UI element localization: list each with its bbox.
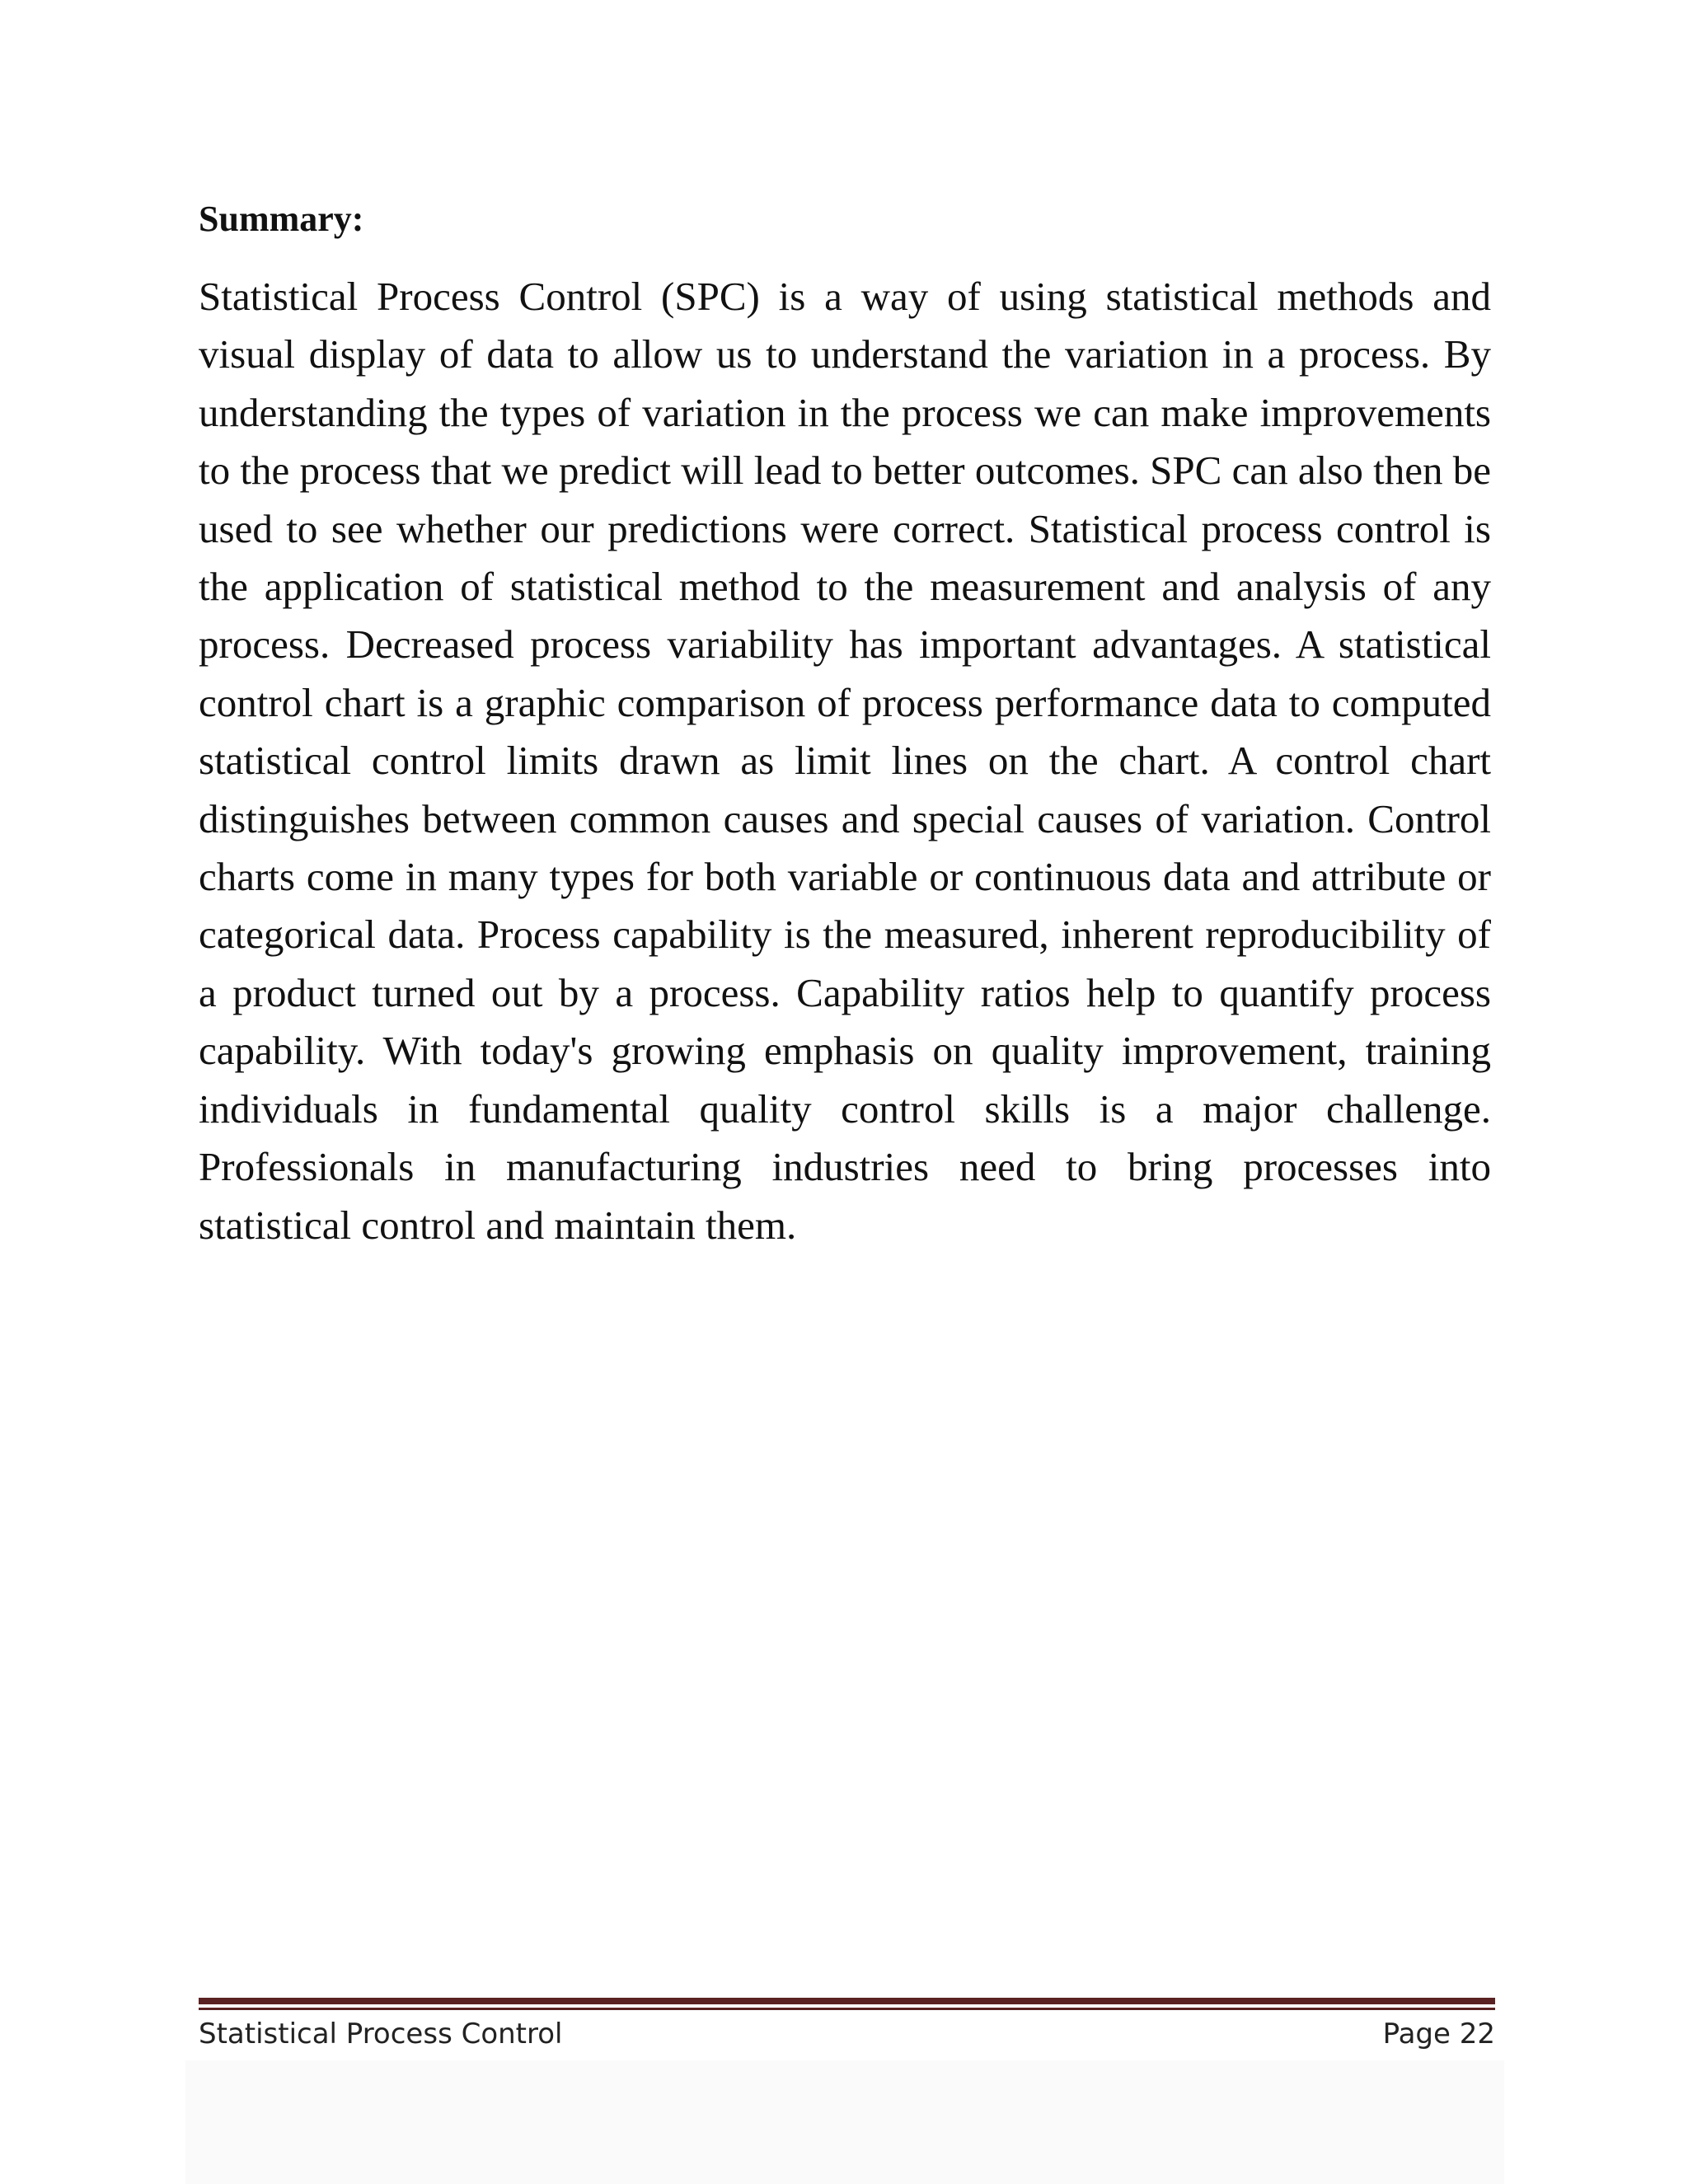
footer-divider-thin-line: [199, 2008, 1495, 2010]
footer-divider: [199, 1998, 1495, 2012]
bottom-margin-area: [185, 2060, 1504, 2184]
footer-page-number: Page 22: [1382, 2018, 1495, 2050]
footer-document-title: Statistical Process Control: [199, 2018, 563, 2050]
summary-paragraph: Statistical Process Control (SPC) is a way of using statistical methods and visual display of data to allow us to understand the variation in a process. By understanding the types of variation in the process we can make improvements to the process that we predict will lead to better outcomes. SPC can also then be used to see whether our predictions were correct. Statistical process control is the application of statistical method to the measurement and analysis of any process. Decreased process variability has important advantages. A statistical control chart is a graphic comparison of process performance data to computed statistical control limits drawn as limit lines on the chart. A control chart distinguishes between common causes and special causes of variation. Control charts come in many types for both variable or continuous data and attribute or categorical data. Process capability is the measured, inherent reproducibility of a product turned out by a process. Capability ratios help to quantify process capability. With today's growing emphasis on quality improvement, training individuals in fundamental quality control skills is a major challenge. Professionals in manufacturing industries need to bring processes into statistical control and maintain them.: [199, 274, 1491, 1248]
section-heading: Summary:: [199, 199, 364, 239]
footer-divider-thick-line: [199, 1998, 1495, 2004]
page-footer: [199, 2013, 1495, 2055]
